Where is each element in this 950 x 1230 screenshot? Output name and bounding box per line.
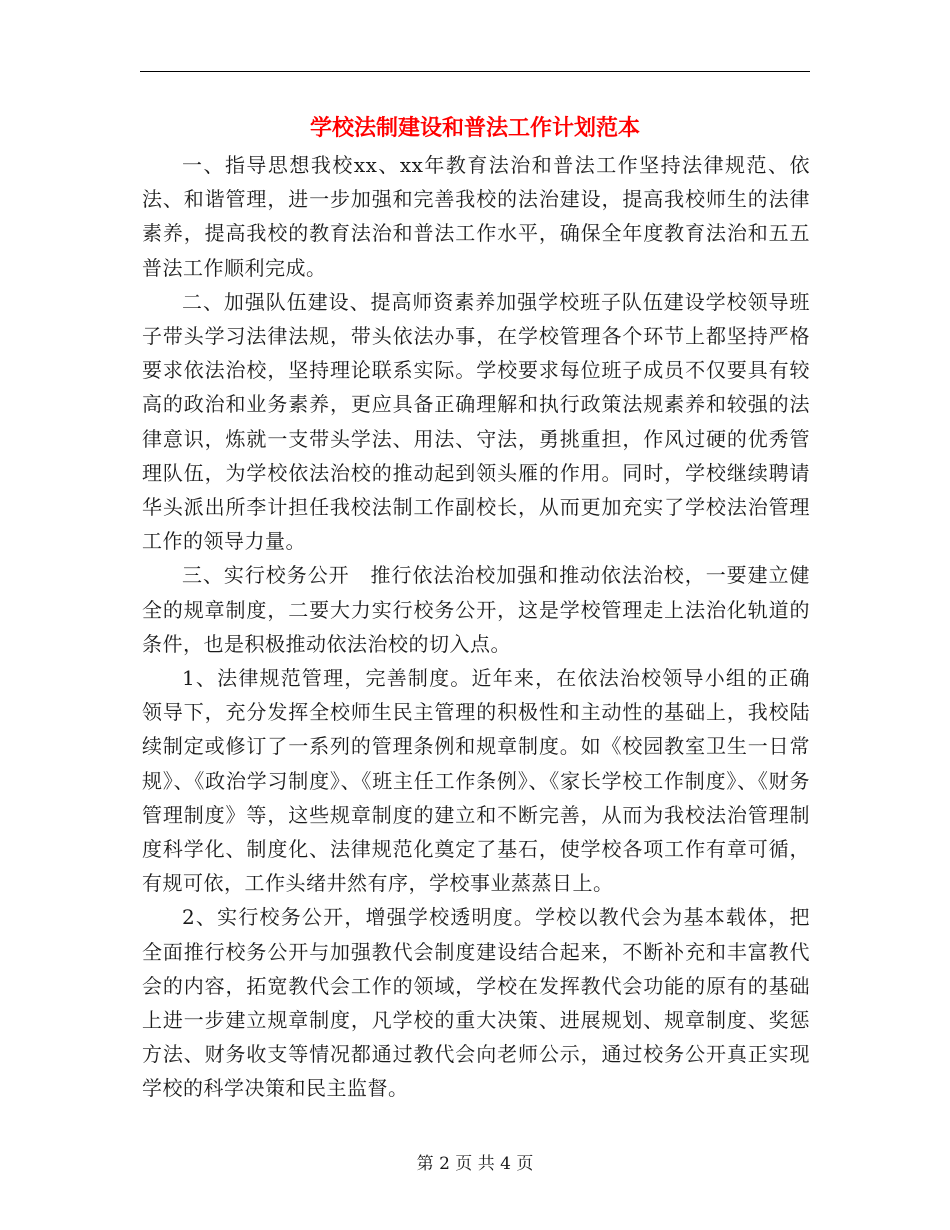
paragraph-transparency: 2、实行校务公开，增强学校透明度。学校以教代会为基本载体，把全面推行校务公开与加强教代会制度建设结合起来，不断补充和丰富教代会的内容，拓宽教代会工作的领域，学校在发挥教代会功能的原有的基础上进一步建立规章制度，凡学校的重大决策、进展规划、规章制度、奖惩方法、财务收支等情况都通过教代会向老师公示，通过校务公开真正实现学校的科学决策和民主监督。: [142, 905, 810, 1101]
paragraph-guiding-ideology: 一、指导思想我校xx、xx年教育法治和普法工作坚持法律规范、依法、和谐管理，进一步加强和完善我校的法治建设，提高我校师生的法律素养，提高我校的教育法治和普法工作水平，确保全年度教育法治和五五普法工作顺利完成。: [142, 153, 810, 280]
document-title: 学校法制建设和普法工作计划范本: [309, 115, 640, 141]
paragraph-team-building: 二、加强队伍建设、提高师资素养加强学校班子队伍建设学校领导班子带头学习法律法规，带头依法办事，在学校管理各个环节上都坚持严格要求依法治校，坚持理论联系实际。学校要求每位班子成员不仅要具有较高的政治和业务素养，更应具备正确理解和执行政策法规素养和较强的法律意识，炼就一支带头学法、用法、守法，勇挑重担，作风过硬的优秀管理队伍，为学校依法治校的推动起到领头雁的作用。同时，学校继续聘请华头派出所李计担任我校法制工作副校长，从而更加充实了学校法治管理工作的领导力量。: [142, 289, 810, 554]
header-rule: [140, 71, 810, 72]
page-number-footer: 第 2 页 共 4 页: [416, 1154, 534, 1174]
paragraph-rules-management: 1、法律规范管理，完善制度。近年来，在依法治校领导小组的正确领导下，充分发挥全校师生民主管理的积极性和主动性的基础上，我校陆续制定或修订了一系列的管理条例和规章制度。如《校园教室卫生一日常规》、《政治学习制度》、《班主任工作条例》、《家长学校工作制度》、《财务管理制度》等，这些规章制度的建立和不断完善，从而为我校法治管理制度科学化、制度化、法律规范化奠定了基石，使学校各项工作有章可循，有规可依，工作头绪井然有序，学校事业蒸蒸日上。: [142, 666, 810, 896]
paragraph-open-affairs: 三、实行校务公开 推行依法治校加强和推动依法治校，一要建立健全的规章制度，二要大力实行校务公开，这是学校管理走上法治化轨道的条件，也是积极推动依法治校的切入点。: [142, 563, 810, 656]
document-body: [142, 148, 810, 1106]
